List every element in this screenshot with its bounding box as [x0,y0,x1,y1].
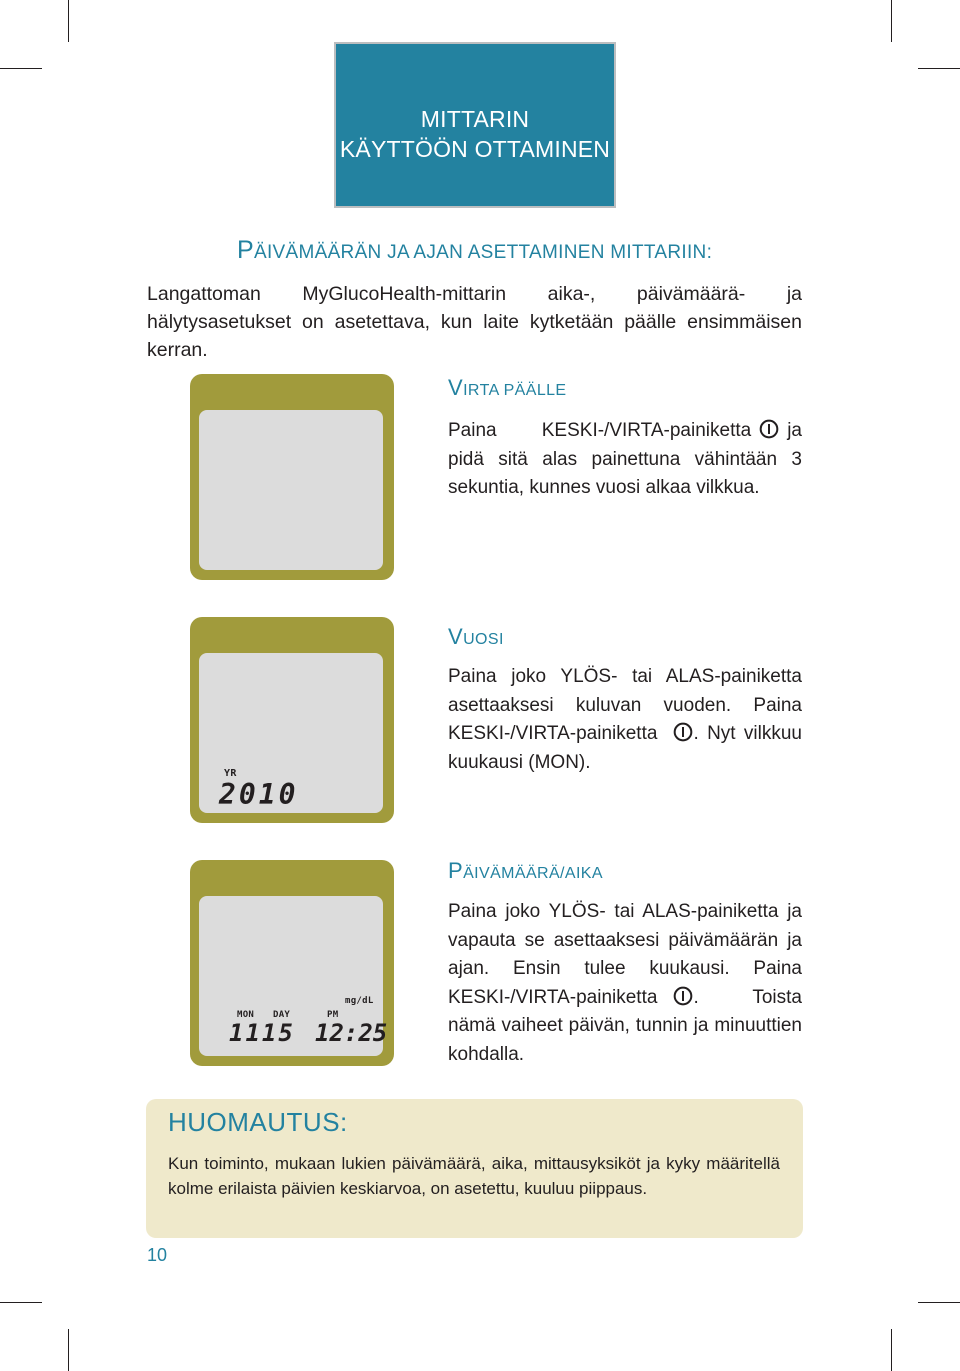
power-button-icon [673,722,693,742]
crop-mark [891,1329,892,1371]
crop-mark [0,68,42,69]
meter-illustration-datetime [190,860,394,1066]
lcd-year-digits: 2010 [219,778,299,811]
crop-mark [918,1302,960,1303]
lcd-time-digits: 12:25 [315,1019,388,1047]
step-text-after: . Toista nämä vaiheet päivän, tunnin ja minuuttien kohdalla. [448,986,802,1065]
meter-screen [199,653,383,813]
step-title-datetime [448,858,603,884]
step-title-initial: V [448,624,464,649]
lcd-pm-label: PM [327,1010,339,1020]
section-title-initial: P [237,236,254,264]
chapter-banner [334,42,616,208]
step-text-power [448,417,802,503]
note-title: HUOMAUTUS: [168,1107,348,1137]
note-text: Kun toiminto, mukaan lukien päivämäärä, aika, mittausyksiköt ja kyky määritellä kolme erilaista päivien keskiarvoa, on asetettu, kuuluu piippaus. [168,1154,780,1198]
page-number: 10 [147,1245,168,1265]
crop-mark [68,1329,69,1371]
step-title-year [448,624,504,650]
chapter-title-line1: MITTARIN [420,106,530,132]
meter-illustration-power [190,374,394,580]
step-title-rest: UOSI [463,631,504,648]
power-button-icon [673,986,693,1006]
step-text-year [448,663,802,777]
section-title [237,236,712,265]
note-box [146,1099,803,1238]
step-text-before: Paina KESKI-/VIRTA-painiketta [448,420,752,441]
crop-mark [918,68,960,69]
meter-screen [199,896,388,1056]
step-title-initial: P [448,858,464,883]
lcd-day-label: DAY [273,1010,291,1020]
step-title-power [448,375,567,401]
step-title-rest: IRTA PÄÄLLE [463,382,567,399]
crop-mark [0,1302,42,1303]
lcd-unit-label: mg/dL [345,996,374,1006]
lcd-month-label: MON [237,1010,255,1020]
step-text-before: Paina joko YLÖS- tai ALAS-painiketta ja vapauta se asettaaksesi päivämäärän ja ajan. Ensin tulee kuukausi. Paina KESKI-/VIRTA-painiketta [448,901,802,1008]
meter-screen [199,410,383,570]
step-text-after: . Nyt vilkkuu kuukausi (MON). [448,723,802,773]
step-title-initial: V [448,375,464,400]
step-title-rest: ÄIVÄMÄÄRÄ/AIKA [463,865,603,882]
crop-mark [891,0,892,42]
chapter-title-line2: KÄYTTÖÖN OTTAMINEN [339,136,611,162]
lcd-date-digits: 1115 [229,1019,295,1047]
step-text-datetime [448,898,802,1069]
lcd-year-label: YR [224,768,237,779]
step-text-after: ja pidä sitä alas painettuna vähintään 3 sekuntia, kunnes vuosi alkaa vilkkua. [448,420,802,498]
section-title-rest: ÄIVÄMÄÄRÄN JA AJAN ASETTAMINEN MITTARIIN: [253,242,713,263]
intro-paragraph: Langattoman MyGlucoHealth-mittarin aika-, päivämäärä- ja hälytysasetukset on asetettava, kun laite kytketään päälle ensimmäisen kerran. [147,283,802,361]
step-text-before: Paina joko YLÖS- tai ALAS-painiketta asettaaksesi kuluvan vuoden. Paina KESKI-/VIRTA-painiketta [448,666,802,744]
power-button-icon [759,419,779,439]
meter-illustration-year [190,617,394,823]
crop-mark [68,0,69,42]
